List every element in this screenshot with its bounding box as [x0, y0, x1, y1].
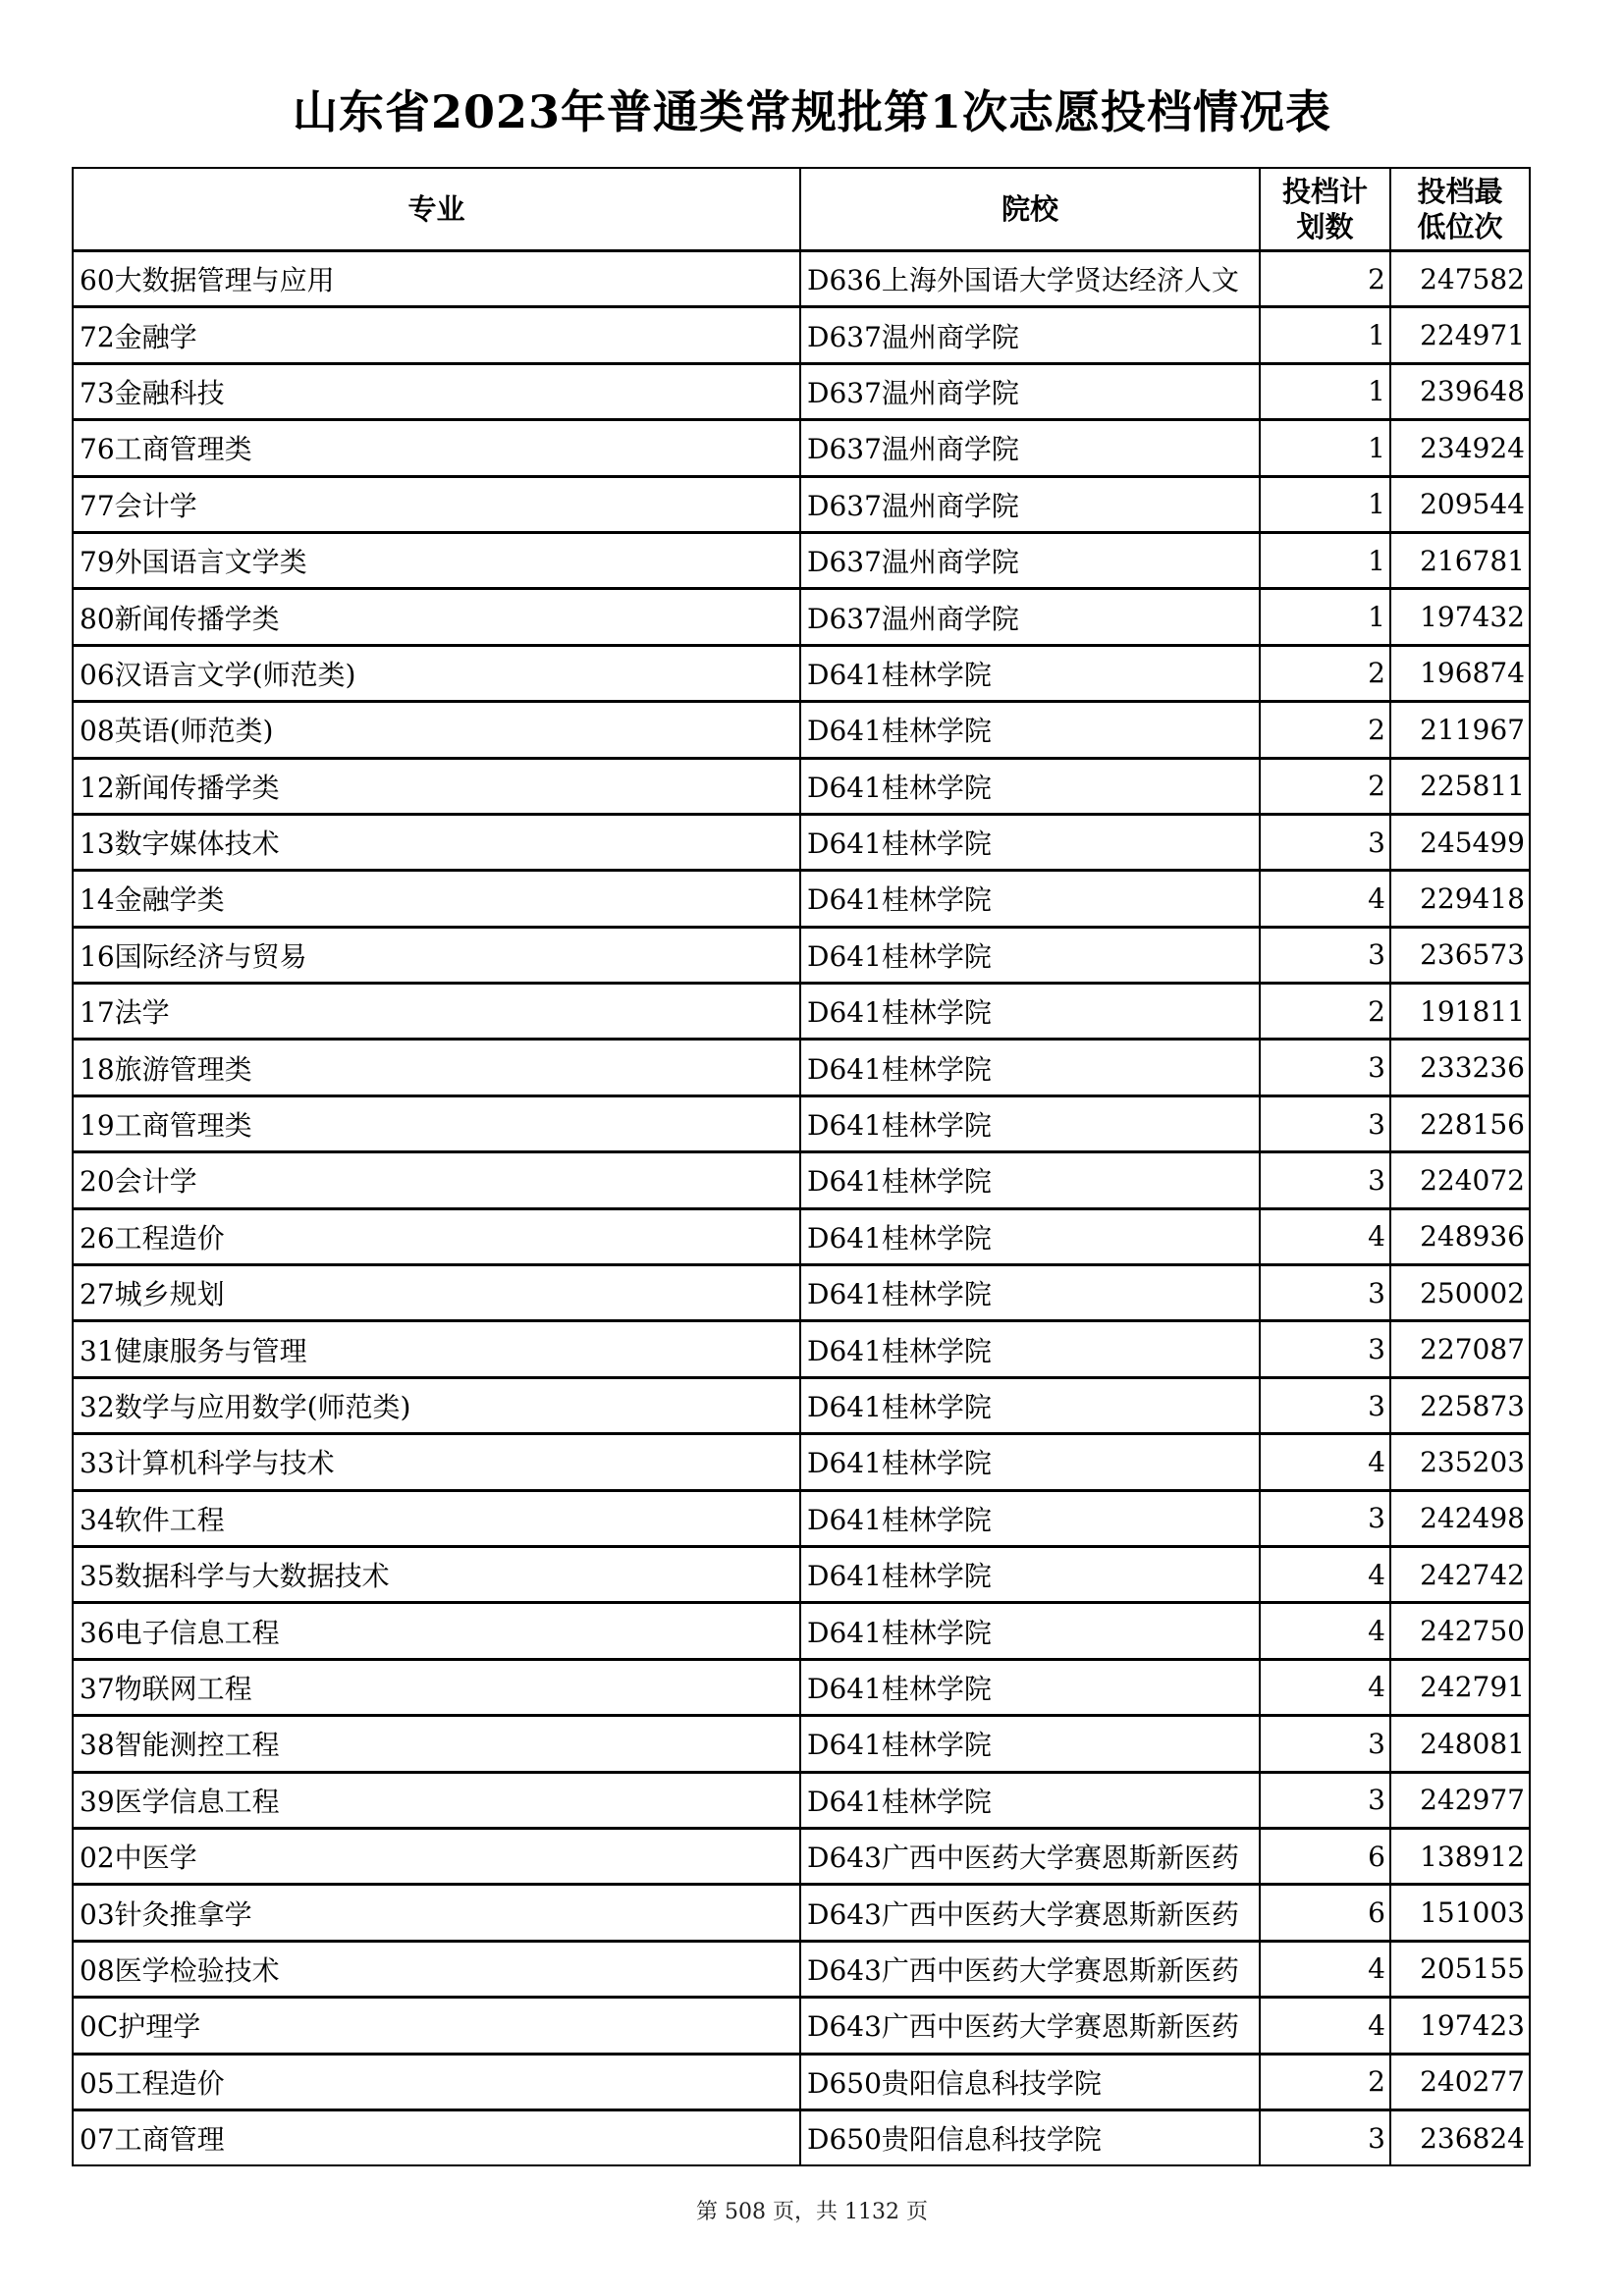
major-cell: 77会计学: [73, 476, 800, 532]
rank-cell: 242791: [1390, 1659, 1530, 1715]
rank-cell: 228156: [1390, 1095, 1530, 1151]
school-cell: D641桂林学院: [800, 1772, 1260, 1828]
table-row: [73, 645, 1530, 701]
table-row: [73, 2109, 1530, 2165]
plan-cell: 2: [1260, 758, 1390, 814]
major-cell: 27城乡规划: [73, 1265, 800, 1321]
rank-cell: 240277: [1390, 2054, 1530, 2109]
table-row: [73, 363, 1530, 419]
school-cell: D641桂林学院: [800, 702, 1260, 758]
plan-cell: 3: [1260, 1490, 1390, 1546]
table-row: [73, 1941, 1530, 1997]
school-cell: D641桂林学院: [800, 1434, 1260, 1490]
major-cell: 36电子信息工程: [73, 1603, 800, 1659]
plan-cell: 3: [1260, 927, 1390, 983]
major-cell: 60大数据管理与应用: [73, 251, 800, 307]
header-rank-line2: 低位次: [1417, 210, 1503, 243]
plan-cell: 3: [1260, 1772, 1390, 1828]
table-body: [73, 251, 1530, 2166]
major-cell: 79外国语言文学类: [73, 532, 800, 588]
header-rank-line1: 投档最: [1417, 175, 1503, 208]
table-row: [73, 251, 1530, 307]
admission-table: [72, 167, 1531, 2166]
school-cell: D641桂林学院: [800, 871, 1260, 927]
plan-cell: 2: [1260, 251, 1390, 307]
plan-cell: 2: [1260, 645, 1390, 701]
major-cell: 18旅游管理类: [73, 1040, 800, 1095]
table-row: [73, 871, 1530, 927]
school-cell: D637温州商学院: [800, 476, 1260, 532]
plan-cell: 4: [1260, 1603, 1390, 1659]
table-row: [73, 1546, 1530, 1602]
page-footer: 第 508 页，共 1132 页: [696, 2200, 928, 2224]
rank-cell: 242750: [1390, 1603, 1530, 1659]
school-cell: D641桂林学院: [800, 1603, 1260, 1659]
school-cell: D637温州商学院: [800, 589, 1260, 645]
rank-cell: 205155: [1390, 1941, 1530, 1997]
plan-cell: 4: [1260, 1434, 1390, 1490]
major-cell: 35数据科学与大数据技术: [73, 1546, 800, 1602]
plan-cell: 1: [1260, 307, 1390, 363]
school-cell: D641桂林学院: [800, 984, 1260, 1040]
school-cell: D641桂林学院: [800, 1095, 1260, 1151]
major-cell: 76工商管理类: [73, 420, 800, 476]
major-cell: 03针灸推拿学: [73, 1885, 800, 1941]
plan-cell: 6: [1260, 1885, 1390, 1941]
header-school: 院校: [800, 168, 1260, 251]
rank-cell: 151003: [1390, 1885, 1530, 1941]
rank-cell: 224971: [1390, 307, 1530, 363]
school-cell: D641桂林学院: [800, 1152, 1260, 1208]
school-cell: D641桂林学院: [800, 1321, 1260, 1377]
rank-cell: 209544: [1390, 476, 1530, 532]
table-row: [73, 532, 1530, 588]
rank-cell: 242742: [1390, 1546, 1530, 1602]
table-row: [73, 1772, 1530, 1828]
school-cell: D637温州商学院: [800, 307, 1260, 363]
major-cell: 72金融学: [73, 307, 800, 363]
rank-cell: 242977: [1390, 1772, 1530, 1828]
major-cell: 16国际经济与贸易: [73, 927, 800, 983]
plan-cell: 3: [1260, 1095, 1390, 1151]
school-cell: D641桂林学院: [800, 1716, 1260, 1772]
major-cell: 37物联网工程: [73, 1659, 800, 1715]
school-cell: D643广西中医药大学赛恩斯新医药: [800, 1828, 1260, 1884]
rank-cell: 236573: [1390, 927, 1530, 983]
plan-cell: 3: [1260, 1716, 1390, 1772]
school-cell: D641桂林学院: [800, 1040, 1260, 1095]
school-cell: D643广西中医药大学赛恩斯新医药: [800, 1885, 1260, 1941]
school-cell: D641桂林学院: [800, 814, 1260, 870]
plan-cell: 3: [1260, 1265, 1390, 1321]
table-row: [73, 1998, 1530, 2054]
major-cell: 07工商管理: [73, 2109, 800, 2165]
table-row: [73, 1603, 1530, 1659]
plan-cell: 3: [1260, 814, 1390, 870]
plan-cell: 1: [1260, 589, 1390, 645]
table-row: [73, 2054, 1530, 2109]
school-cell: D641桂林学院: [800, 1377, 1260, 1433]
plan-cell: 1: [1260, 476, 1390, 532]
rank-cell: 250002: [1390, 1265, 1530, 1321]
school-cell: D641桂林学院: [800, 1265, 1260, 1321]
plan-cell: 3: [1260, 1040, 1390, 1095]
rank-cell: 248081: [1390, 1716, 1530, 1772]
table-row: [73, 589, 1530, 645]
major-cell: 73金融科技: [73, 363, 800, 419]
table-row: [73, 1377, 1530, 1433]
major-cell: 06汉语言文学(师范类): [73, 645, 800, 701]
table-row: [73, 1490, 1530, 1546]
rank-cell: 225811: [1390, 758, 1530, 814]
plan-cell: 4: [1260, 1546, 1390, 1602]
table-row: [73, 1828, 1530, 1884]
plan-cell: 4: [1260, 1208, 1390, 1264]
plan-cell: 3: [1260, 1321, 1390, 1377]
table-row: [73, 1716, 1530, 1772]
major-cell: 05工程造价: [73, 2054, 800, 2109]
rank-cell: 233236: [1390, 1040, 1530, 1095]
major-cell: 14金融学类: [73, 871, 800, 927]
major-cell: 33计算机科学与技术: [73, 1434, 800, 1490]
school-cell: D636上海外国语大学贤达经济人文: [800, 251, 1260, 307]
rank-cell: 248936: [1390, 1208, 1530, 1264]
major-cell: 08英语(师范类): [73, 702, 800, 758]
school-cell: D641桂林学院: [800, 927, 1260, 983]
rank-cell: 138912: [1390, 1828, 1530, 1884]
table-row: [73, 1321, 1530, 1377]
major-cell: 20会计学: [73, 1152, 800, 1208]
rank-cell: 197423: [1390, 1998, 1530, 2054]
school-cell: D641桂林学院: [800, 1546, 1260, 1602]
rank-cell: 225873: [1390, 1377, 1530, 1433]
major-cell: 08医学检验技术: [73, 1941, 800, 1997]
major-cell: 39医学信息工程: [73, 1772, 800, 1828]
plan-cell: 1: [1260, 532, 1390, 588]
school-cell: D650贵阳信息科技学院: [800, 2054, 1260, 2109]
rank-cell: 211967: [1390, 702, 1530, 758]
school-cell: D637温州商学院: [800, 420, 1260, 476]
school-cell: D637温州商学院: [800, 363, 1260, 419]
header-plan-line2: 划数: [1296, 210, 1354, 243]
table-row: [73, 927, 1530, 983]
rank-cell: 227087: [1390, 1321, 1530, 1377]
major-cell: 80新闻传播学类: [73, 589, 800, 645]
rank-cell: 229418: [1390, 871, 1530, 927]
rank-cell: 239648: [1390, 363, 1530, 419]
header-rank: [1390, 168, 1530, 251]
table-row: [73, 1265, 1530, 1321]
rank-cell: 247582: [1390, 251, 1530, 307]
school-cell: D643广西中医药大学赛恩斯新医药: [800, 1998, 1260, 2054]
plan-cell: 3: [1260, 2109, 1390, 2165]
table-row: [73, 984, 1530, 1040]
page-title: 山东省2023年普通类常规批第1次志愿投档情况表: [292, 85, 1332, 138]
plan-cell: 2: [1260, 2054, 1390, 2109]
plan-cell: 4: [1260, 1659, 1390, 1715]
rank-cell: 242498: [1390, 1490, 1530, 1546]
major-cell: 26工程造价: [73, 1208, 800, 1264]
plan-cell: 1: [1260, 363, 1390, 419]
major-cell: 0C护理学: [73, 1998, 800, 2054]
plan-cell: 3: [1260, 1377, 1390, 1433]
school-cell: D650贵阳信息科技学院: [800, 2109, 1260, 2165]
plan-cell: 3: [1260, 1152, 1390, 1208]
major-cell: 38智能测控工程: [73, 1716, 800, 1772]
header-plan: [1260, 168, 1390, 251]
rank-cell: 236824: [1390, 2109, 1530, 2165]
table-row: [73, 1434, 1530, 1490]
header-plan-line1: 投档计: [1281, 175, 1368, 208]
major-cell: 17法学: [73, 984, 800, 1040]
plan-cell: 6: [1260, 1828, 1390, 1884]
school-cell: D643广西中医药大学赛恩斯新医药: [800, 1941, 1260, 1997]
rank-cell: 234924: [1390, 420, 1530, 476]
rank-cell: 197432: [1390, 589, 1530, 645]
table-row: [73, 1152, 1530, 1208]
header-row: [73, 168, 1530, 251]
plan-cell: 4: [1260, 1941, 1390, 1997]
rank-cell: 235203: [1390, 1434, 1530, 1490]
table-row: [73, 420, 1530, 476]
school-cell: D641桂林学院: [800, 1208, 1260, 1264]
table-row: [73, 1885, 1530, 1941]
school-cell: D641桂林学院: [800, 758, 1260, 814]
plan-cell: 2: [1260, 984, 1390, 1040]
plan-cell: 4: [1260, 1998, 1390, 2054]
header-major: 专业: [73, 168, 800, 251]
school-cell: D641桂林学院: [800, 1659, 1260, 1715]
school-cell: D641桂林学院: [800, 645, 1260, 701]
table-row: [73, 476, 1530, 532]
major-cell: 12新闻传播学类: [73, 758, 800, 814]
table-row: [73, 1208, 1530, 1264]
school-cell: D637温州商学院: [800, 532, 1260, 588]
table-row: [73, 1095, 1530, 1151]
rank-cell: 216781: [1390, 532, 1530, 588]
school-cell: D641桂林学院: [800, 1490, 1260, 1546]
table-row: [73, 758, 1530, 814]
rank-cell: 191811: [1390, 984, 1530, 1040]
plan-cell: 4: [1260, 871, 1390, 927]
table-row: [73, 702, 1530, 758]
major-cell: 19工商管理类: [73, 1095, 800, 1151]
table-row: [73, 1659, 1530, 1715]
major-cell: 02中医学: [73, 1828, 800, 1884]
major-cell: 31健康服务与管理: [73, 1321, 800, 1377]
plan-cell: 2: [1260, 702, 1390, 758]
major-cell: 32数学与应用数学(师范类): [73, 1377, 800, 1433]
plan-cell: 1: [1260, 420, 1390, 476]
rank-cell: 196874: [1390, 645, 1530, 701]
major-cell: 13数字媒体技术: [73, 814, 800, 870]
rank-cell: 245499: [1390, 814, 1530, 870]
rank-cell: 224072: [1390, 1152, 1530, 1208]
table-row: [73, 307, 1530, 363]
major-cell: 34软件工程: [73, 1490, 800, 1546]
table-row: [73, 1040, 1530, 1095]
table-row: [73, 814, 1530, 870]
